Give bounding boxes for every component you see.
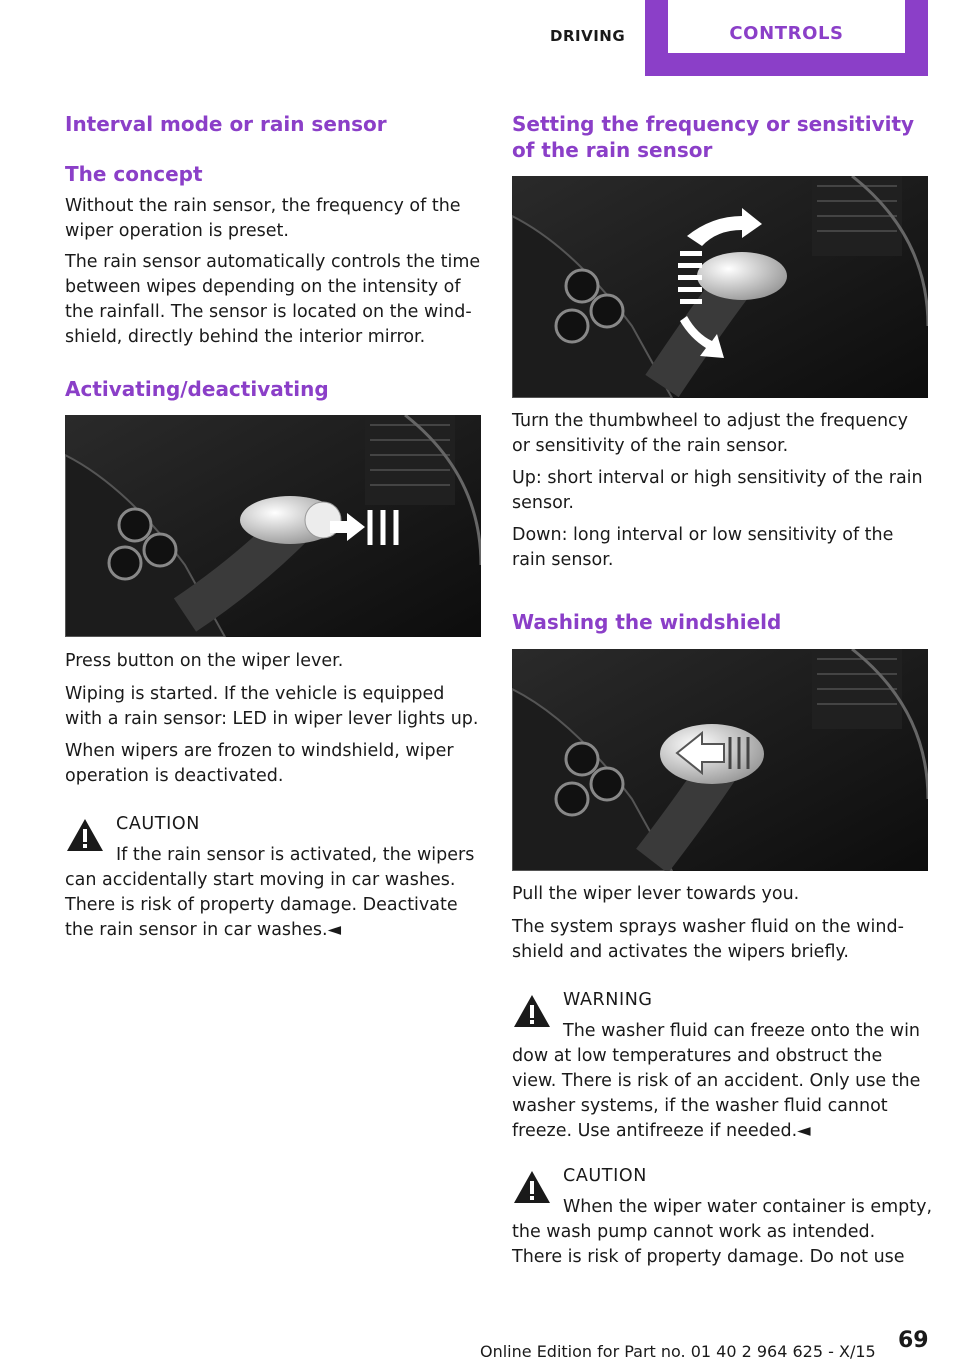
caution-label-2: CAUTION <box>563 1166 647 1186</box>
setting-paragraph-2: Up: short interval or high sensitivity of the rain sensor. <box>512 468 923 513</box>
heading-washing-windshield: Washing the windshield <box>512 610 782 634</box>
setting-paragraph-3: Down: long interval or low sensitivity of the rain sensor. <box>512 525 894 570</box>
heading-activating: Activating/deactivating <box>65 377 329 401</box>
caution-text-2: the wash pump cannot work as intended. There is risk of property damage. Do not use <box>512 1222 905 1267</box>
caution-warning-icon-2 <box>512 1169 552 1205</box>
edition-note: Online Edition for Part no. 01 40 2 964 625 - X/15 <box>480 1342 876 1361</box>
caution-text-first-line: If the rain sensor is activated, the wipers <box>116 845 475 865</box>
heading-interval-mode: Interval mode or rain sensor <box>65 112 387 136</box>
warning-text: dow at low temperatures and obstruct the view. There is risk of an accident. Only use the washer systems, if the washer fluid cannot freeze. Use antifreeze if needed.◄ <box>512 1046 921 1141</box>
wiper-lever-pull-photo <box>512 649 928 871</box>
warning-icon <box>512 993 552 1029</box>
caution-text-2-first-line: When the wiper water container is empty, <box>563 1197 933 1217</box>
header-chapter-tab <box>645 0 928 76</box>
activating-paragraph-1: Press button on the wiper lever. <box>65 651 344 671</box>
concept-paragraph-1: Without the rain sensor, the frequency of the wiper operation is preset. <box>65 196 461 241</box>
washing-paragraph-1: Pull the wiper lever towards you. <box>512 884 800 904</box>
header-section-label: DRIVING <box>550 27 626 45</box>
page-footer <box>0 1318 960 1362</box>
thumbwheel-photo <box>512 176 928 398</box>
caution-label: CAUTION <box>116 814 200 834</box>
heading-the-concept: The concept <box>65 162 203 186</box>
warning-label: WARNING <box>563 990 653 1010</box>
header-chapter-label: CONTROLS <box>729 23 844 44</box>
caution-warning-icon <box>65 817 105 853</box>
setting-paragraph-1: Turn the thumbwheel to adjust the frequency or sensitivity of the rain sensor. <box>512 411 909 456</box>
header-section <box>520 0 645 76</box>
concept-paragraph-2: The rain sensor automatically controls the time between wipes depending on the intensity of the rainfall. The sensor is located on the windshield, directly behind the interior mirror. <box>65 252 481 347</box>
page-number: 69 <box>898 1328 929 1353</box>
washing-paragraph-2: The system sprays washer fluid on the windshield and activates the wipers briefly. <box>512 917 904 962</box>
warning-text-first-line: The washer fluid can freeze onto the win <box>563 1021 921 1041</box>
activating-paragraph-2: Wiping is started. If the vehicle is equipped with a rain sensor: LED in wiper lever lights up. <box>65 684 479 729</box>
wiper-lever-press-photo <box>65 415 481 637</box>
activating-paragraph-3: When wipers are frozen to windshield, wiper operation is deactivated. <box>65 741 454 786</box>
caution-text: can accidentally start moving in car washes. There is risk of property damage. Deactivate the rain sensor in car washes.◄ <box>65 870 458 940</box>
heading-setting-frequency: Setting the frequency or sensitivity of the rain sensor <box>512 112 915 162</box>
